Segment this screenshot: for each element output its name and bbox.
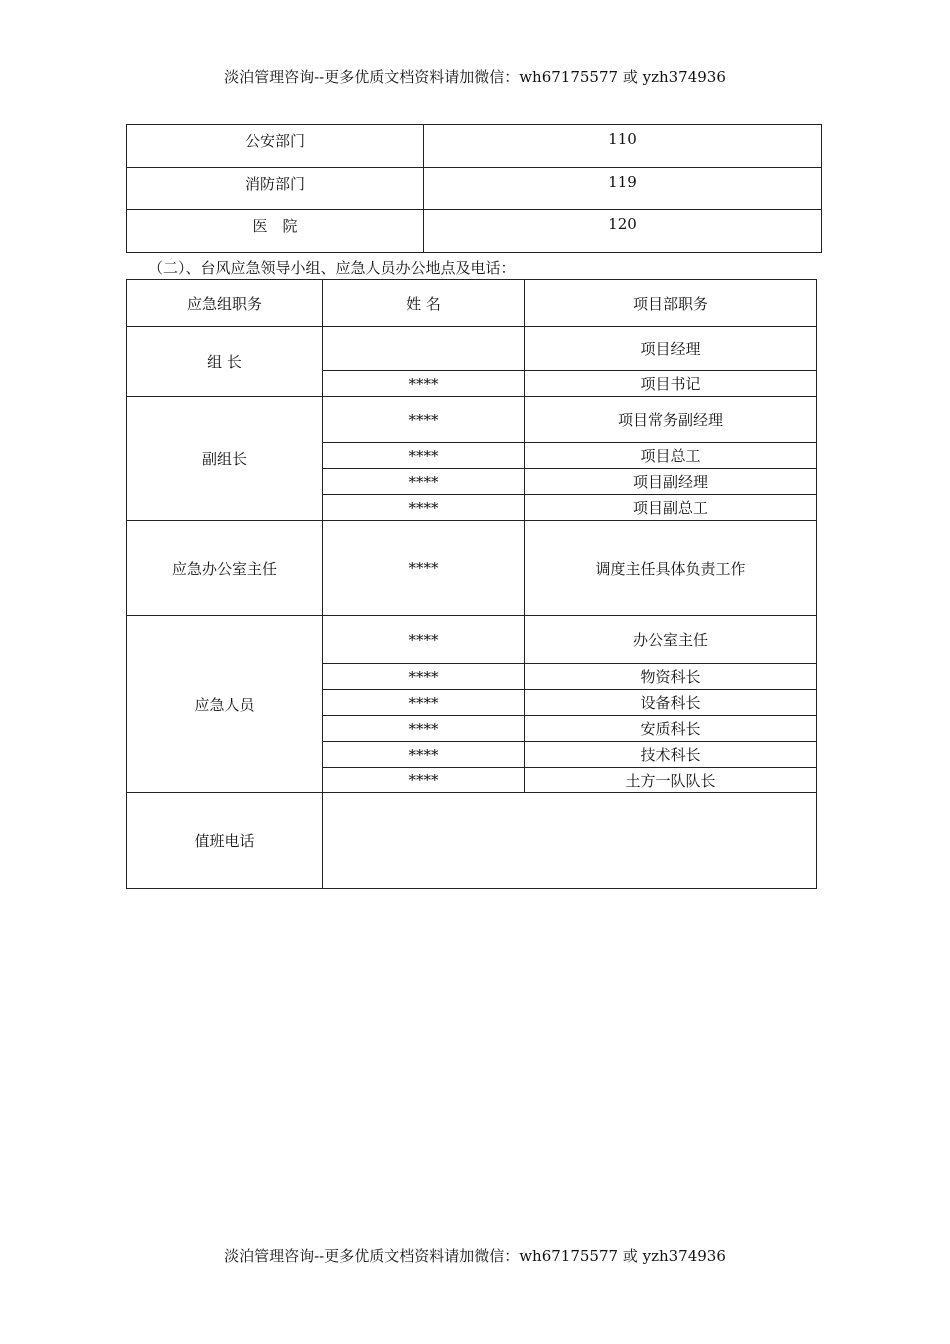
dept-cell: 公安部门 (127, 125, 424, 168)
emergency-phone-table (126, 124, 822, 253)
post-cell: 项目经理 (525, 327, 817, 371)
name-cell: **** (323, 616, 525, 664)
table-row (127, 125, 822, 168)
name-cell (323, 327, 525, 371)
role-cell: 应急办公室主任 (127, 521, 323, 616)
table-row (127, 616, 817, 664)
table-row (127, 521, 817, 616)
post-cell: 调度主任具体负责工作 (525, 521, 817, 616)
role-cell: 应急人员 (127, 616, 323, 793)
header-cell: 项目部职务 (525, 280, 817, 327)
name-cell: **** (323, 397, 525, 443)
post-cell: 项目副经理 (525, 469, 817, 495)
name-cell: **** (323, 443, 525, 469)
page-header: 淡泊管理咨询--更多优质文档资料请加微信：wh67175577 或 yzh374936 (224, 68, 726, 86)
post-cell: 项目书记 (525, 371, 817, 397)
role-cell: 副组长 (127, 397, 323, 521)
name-cell: **** (323, 521, 525, 616)
table-row (127, 793, 817, 889)
table-row (127, 397, 817, 443)
duty-phone-value (323, 793, 817, 889)
post-cell: 物资科长 (525, 664, 817, 690)
post-cell: 项目副总工 (525, 495, 817, 521)
header-cell: 姓 名 (323, 280, 525, 327)
post-cell: 设备科长 (525, 690, 817, 716)
post-cell: 项目总工 (525, 443, 817, 469)
name-cell: **** (323, 664, 525, 690)
section-title: （二）、台风应急领导小组、应急人员办公地点及电话： (148, 259, 516, 277)
page-footer: 淡泊管理咨询--更多优质文档资料请加微信：wh67175577 或 yzh374936 (224, 1247, 726, 1265)
role-cell: 值班电话 (127, 793, 323, 889)
name-cell: **** (323, 469, 525, 495)
name-cell: **** (323, 742, 525, 768)
role-cell: 组 长 (127, 327, 323, 397)
number-cell: 110 (424, 125, 822, 168)
name-cell: **** (323, 716, 525, 742)
name-cell: **** (323, 495, 525, 521)
table-header-row (127, 280, 817, 327)
post-cell: 项目常务副经理 (525, 397, 817, 443)
table-row (127, 327, 817, 371)
number-cell: 120 (424, 210, 822, 253)
table-row (127, 168, 822, 210)
dept-cell: 消防部门 (127, 168, 424, 210)
name-cell: **** (323, 690, 525, 716)
name-cell: **** (323, 768, 525, 793)
table-row (127, 210, 822, 253)
header-cell: 应急组职务 (127, 280, 323, 327)
post-cell: 办公室主任 (525, 616, 817, 664)
dept-cell: 医 院 (127, 210, 424, 253)
post-cell: 土方一队队长 (525, 768, 817, 793)
emergency-staff-table (126, 279, 817, 889)
name-cell: **** (323, 371, 525, 397)
post-cell: 技术科长 (525, 742, 817, 768)
post-cell: 安质科长 (525, 716, 817, 742)
number-cell: 119 (424, 168, 822, 210)
